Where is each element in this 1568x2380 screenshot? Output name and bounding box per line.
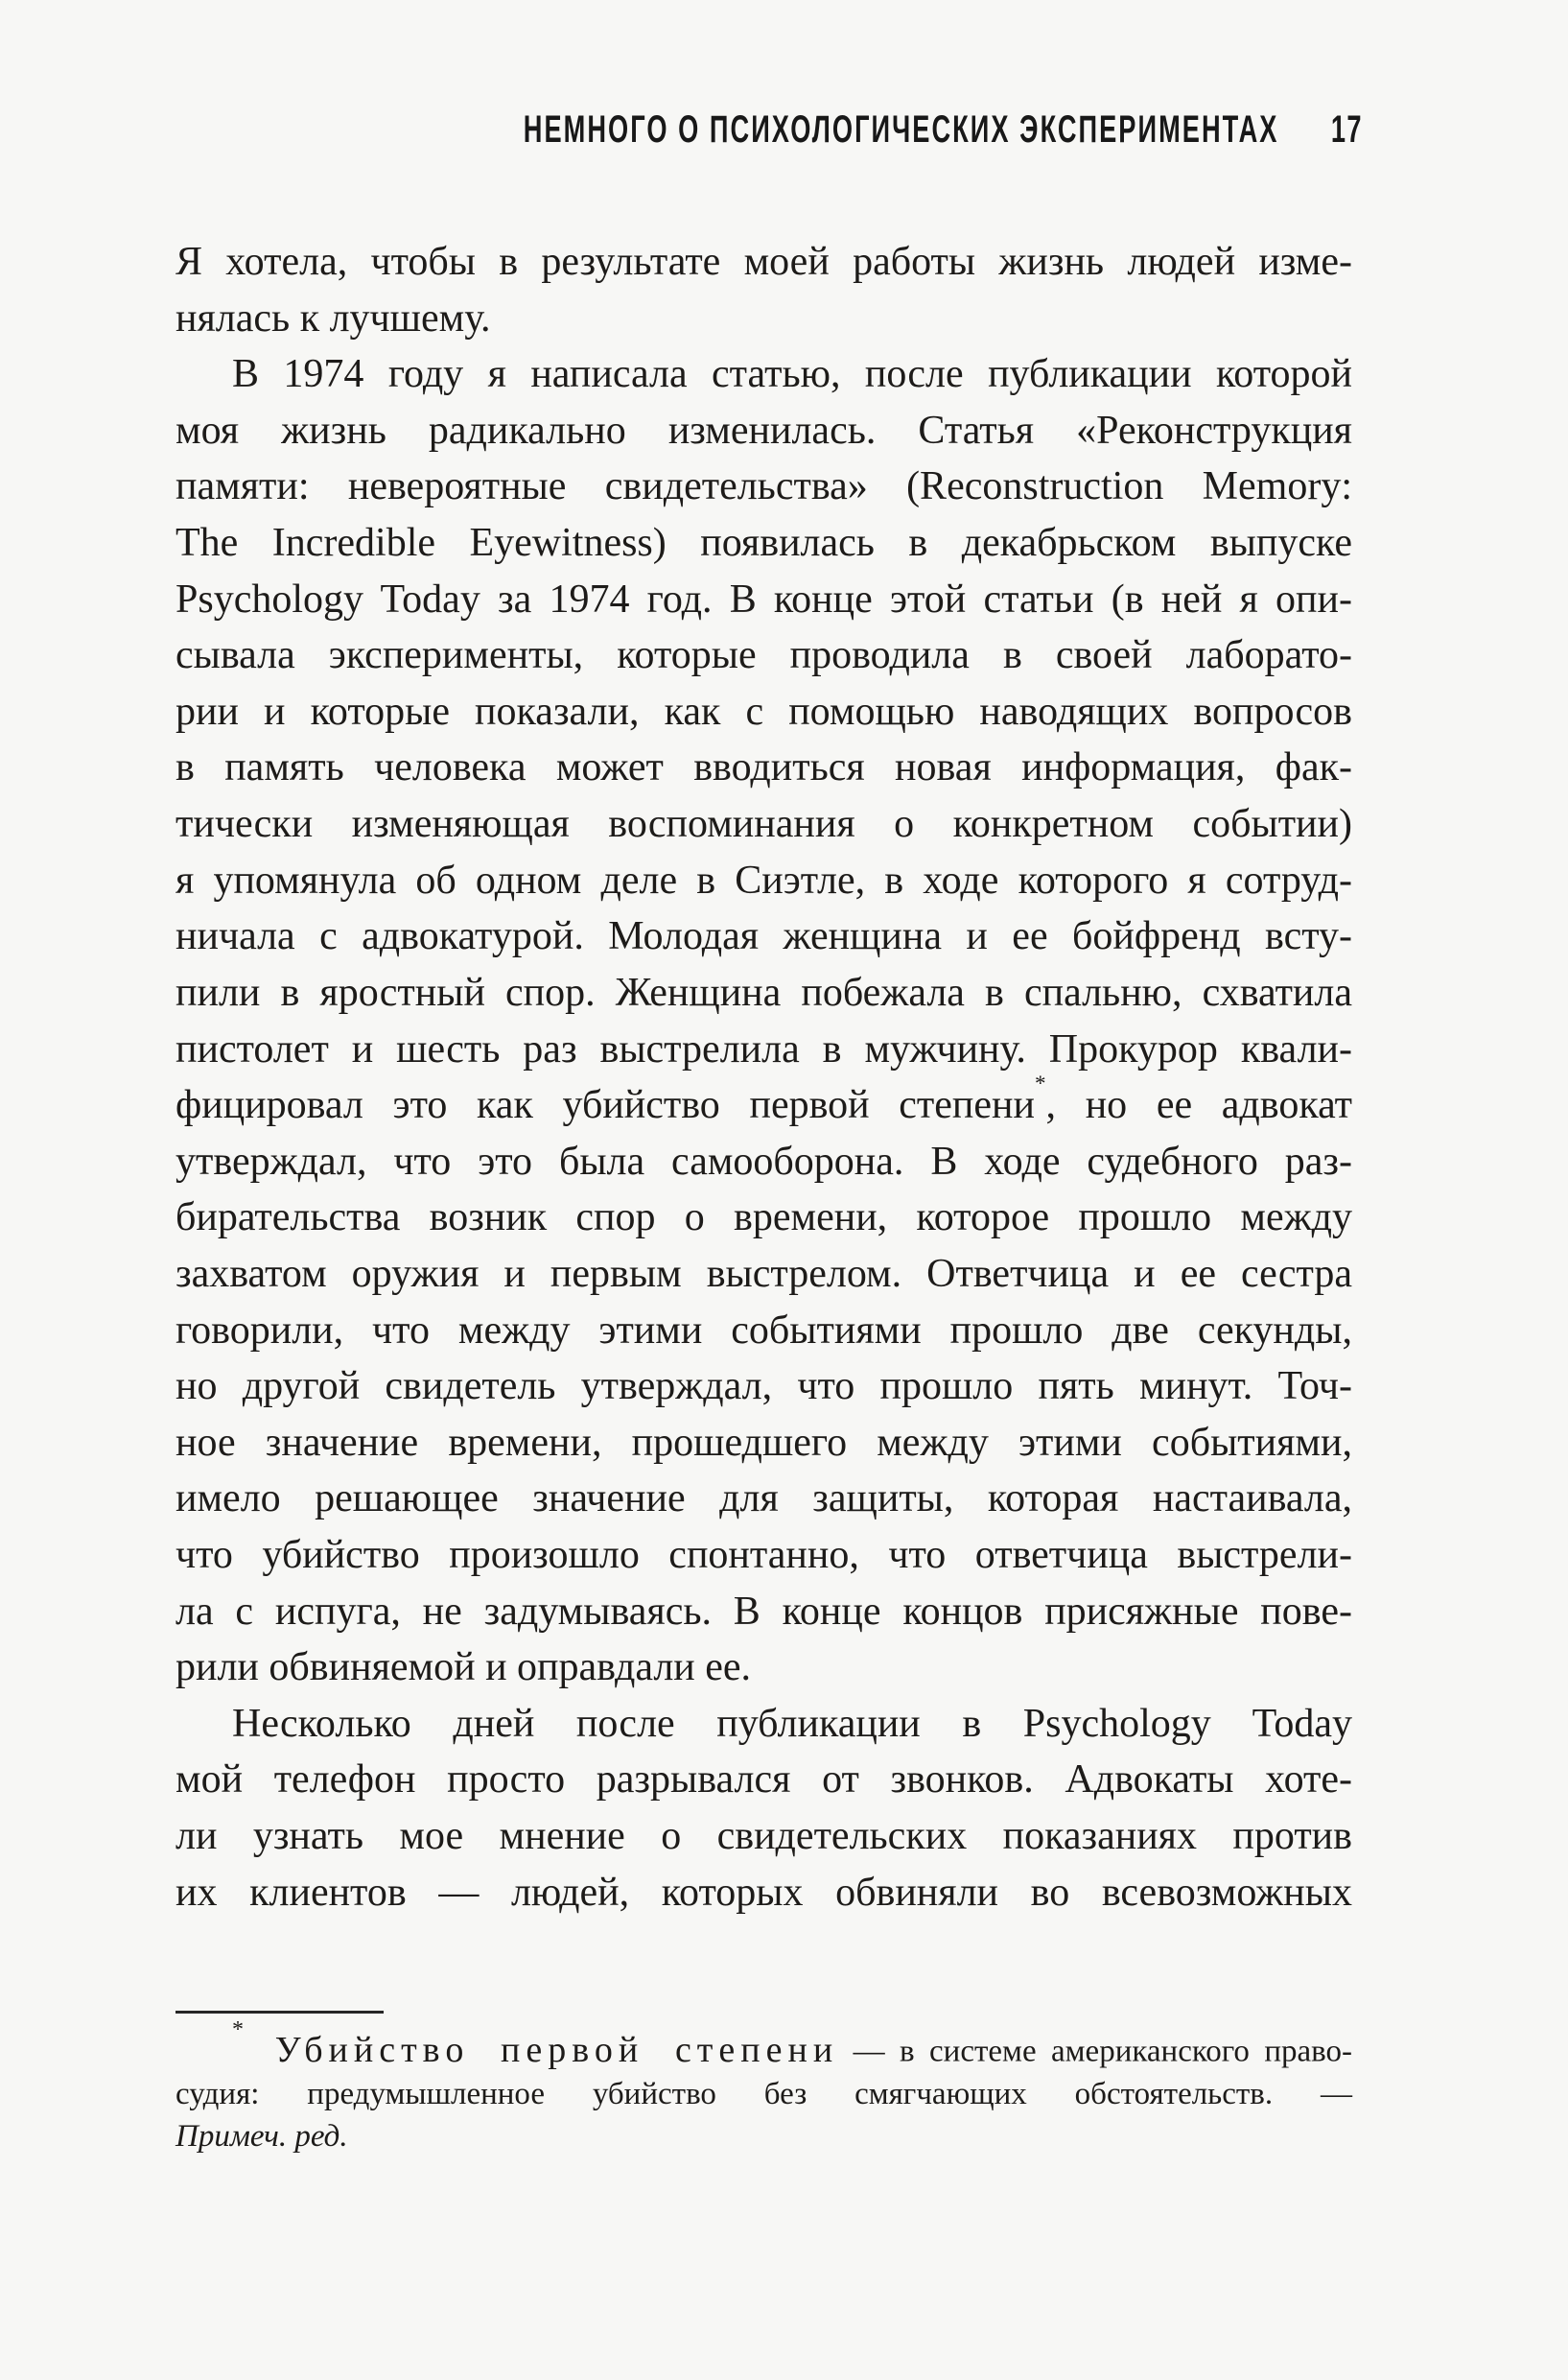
footnote-line: судия: предумышленное убийство без смягчающих обстоятельств. — bbox=[176, 2076, 1352, 2111]
body-line: памяти: невероятные свидетельства» (Reconstruction Memory: bbox=[176, 464, 1352, 509]
body-line: я упомянула об одном деле в Сиэтле, в ходе которого я сотруд- bbox=[176, 858, 1352, 903]
running-head bbox=[524, 109, 1363, 150]
body-line: утверждал, что это была самооборона. В ходе судебного раз- bbox=[176, 1139, 1352, 1184]
body-line: The Incredible Eyewitness) появилась в декабрьском выпуске bbox=[176, 521, 1352, 566]
body-line: имело решающее значение для защиты, которая настаивала, bbox=[176, 1476, 1352, 1521]
body-line: пистолет и шесть раз выстрелила в мужчину. Прокурор квали- bbox=[176, 1026, 1352, 1072]
footnote-definition-start: — в системе американского право- bbox=[838, 2034, 1352, 2069]
body-line: рии и которые показали, как с помощью наводящих вопросов bbox=[176, 689, 1352, 734]
body-line: нялась к лучшему. bbox=[176, 295, 491, 341]
footnote-line bbox=[176, 2017, 1352, 2073]
body-line: но другой свидетель утверждал, что прошло пять минут. Точ- bbox=[176, 1364, 1352, 1409]
body-line: ла с испуга, не задумываясь. В конце концов присяжные пове- bbox=[176, 1589, 1352, 1634]
footnote bbox=[176, 2011, 1352, 2157]
body-line: мой телефон просто разрывался от звонков. Адвокаты хоте- bbox=[176, 1757, 1352, 1803]
body-line: говорили, что между этими событиями прошло две секунды, bbox=[176, 1308, 1352, 1353]
body-text bbox=[176, 234, 1352, 1920]
body-line: захватом оружия и первым выстрелом. Ответчица и ее сестра bbox=[176, 1251, 1352, 1296]
footnote-term-text: Убийство первой степени bbox=[274, 2029, 839, 2070]
body-line: сывала эксперименты, которые проводила в своей лаборато- bbox=[176, 633, 1352, 678]
body-line: рили обвиняемой и оправдали ее. bbox=[176, 1645, 752, 1690]
body-line: что убийство произошло спонтанно, что ответчица выстрели- bbox=[176, 1533, 1352, 1578]
body-line: Psychology Today за 1974 год. В конце этой статьи (в ней я опи- bbox=[176, 577, 1352, 622]
body-line: тически изменяющая воспоминания о конкретном событии) bbox=[176, 802, 1352, 847]
body-line: их клиентов — людей, которых обвиняли во всевозможных bbox=[176, 1870, 1352, 1915]
footnote-attribution: Примеч. ред. bbox=[176, 2118, 348, 2154]
body-line: ное значение времени, прошедшего между этими событиями, bbox=[176, 1420, 1352, 1465]
body-line: В 1974 году я написала статью, после публикации которой bbox=[232, 352, 1352, 397]
body-line: фицировал это как убийство первой степени*, но ее адвокат bbox=[176, 1071, 1352, 1128]
body-line: Несколько дней после публикации в Psychology Today bbox=[232, 1701, 1352, 1746]
page-number: 17 bbox=[1331, 108, 1363, 151]
body-line: ли узнать мое мнение о свидетельских показаниях против bbox=[176, 1814, 1352, 1859]
footnote-rule bbox=[176, 2011, 384, 2014]
footnote-reference-marker: * bbox=[1034, 1071, 1046, 1096]
body-line: Я хотела, чтобы в результате моей работы жизнь людей изме- bbox=[176, 240, 1352, 284]
body-line: ничала с адвокатурой. Молодая женщина и ее бойфренд всту- bbox=[176, 914, 1352, 959]
running-head-title: НЕМНОГО О ПСИХОЛОГИЧЕСКИХ ЭКСПЕРИМЕНТАХ bbox=[523, 108, 1279, 151]
footnote-term bbox=[232, 2017, 839, 2070]
footnote-marker: * bbox=[232, 2017, 244, 2042]
body-line: бирательства возник спор о времени, которое прошло между bbox=[176, 1195, 1352, 1240]
body-line: в память человека может вводиться новая информация, фак- bbox=[176, 745, 1352, 790]
body-line: моя жизнь радикально изменилась. Статья «Реконструкция bbox=[176, 408, 1352, 453]
body-line: пили в яростный спор. Женщина побежала в спальню, схватила bbox=[176, 970, 1352, 1015]
